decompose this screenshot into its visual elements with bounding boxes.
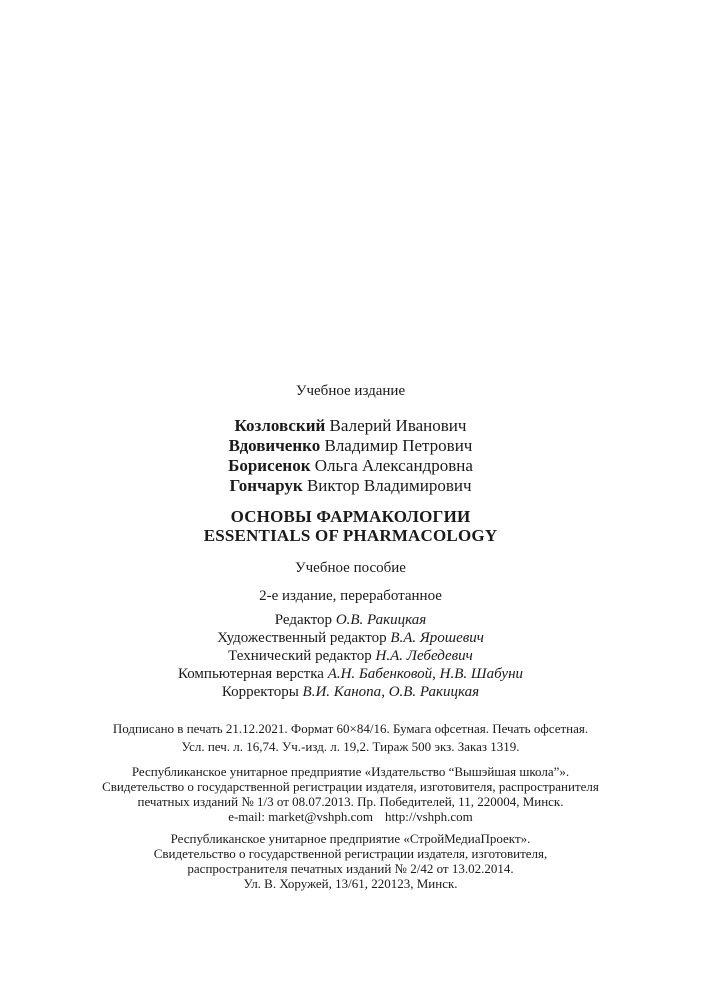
staff-role: Корректоры xyxy=(221,684,299,700)
staff-names: Н.А. Лебедевич xyxy=(375,648,473,664)
book-title-english: ESSENTIALS OF PHARMACOLOGY xyxy=(203,526,498,545)
publisher-contacts xyxy=(0,810,701,823)
publisher-line: Свидетельство о государственной регистрации издателя, изготовителя, распространителя xyxy=(102,779,599,794)
print-info-line: Усл. печ. л. 16,74. Уч.-изд. л. 19,2. Тираж 500 экз. Заказ 1319. xyxy=(181,739,520,754)
staff-names: А.Н. Бабенковой, Н.В. Шабуни xyxy=(327,666,524,682)
printer-line: распространителя печатных изданий № 2/42 от 13.02.2014. xyxy=(187,861,514,876)
author-given-names: Владимир Петрович xyxy=(324,436,473,455)
staff-credit xyxy=(0,667,701,682)
author-surname: Борисенок xyxy=(228,456,311,475)
publisher-email: e-mail: market@vshph.com xyxy=(228,809,374,824)
staff-names: О.В. Ракицкая xyxy=(388,684,480,700)
author-surname: Козловский xyxy=(234,416,326,435)
staff-names: В.А. Ярошевич xyxy=(390,630,484,646)
staff-separator: , xyxy=(381,684,389,700)
printer-line: Ул. В. Хоружей, 13/61, 220123, Минск. xyxy=(243,876,458,891)
staff-role: Художественный редактор xyxy=(217,630,387,646)
staff-role: Технический редактор xyxy=(228,648,372,664)
author-line xyxy=(0,477,701,494)
book-title-russian: ОСНОВЫ ФАРМАКОЛОГИИ xyxy=(230,507,471,526)
author-line xyxy=(0,417,701,434)
author-surname: Гончарук xyxy=(229,476,303,495)
staff-credit xyxy=(0,631,701,646)
printer-line: Свидетельство о государственной регистрации издателя, изготовителя, xyxy=(153,846,548,861)
staff-names: В.И. Канопа xyxy=(302,684,382,700)
edition-kind: Учебное издание xyxy=(295,383,406,399)
print-info-line: Подписано в печать 21.12.2021. Формат 60×84/16. Бумага офсетная. Печать офсетная. xyxy=(112,721,589,736)
staff-names: О.В. Ракицкая xyxy=(335,612,427,628)
author-line xyxy=(0,437,701,454)
staff-credit xyxy=(0,613,701,628)
staff-role: Редактор xyxy=(274,612,333,628)
author-surname: Вдовиченко xyxy=(228,436,321,455)
printer-line: Республиканское унитарное предприятие «СтройМедиаПроект». xyxy=(170,831,531,846)
author-given-names: Виктор Владимирович xyxy=(306,476,472,495)
publication-type: Учебное пособие xyxy=(295,560,406,576)
author-given-names: Валерий Иванович xyxy=(329,416,467,435)
staff-credit xyxy=(0,649,701,664)
publisher-line: печатных изданий № 1/3 от 08.07.2013. Пр. Победителей, 11, 220004, Минск. xyxy=(137,794,564,809)
staff-role: Компьютерная верстка xyxy=(177,666,324,682)
publisher-website: http://vshph.com xyxy=(385,809,473,824)
author-given-names: Ольга Александровна xyxy=(314,456,473,475)
author-line xyxy=(0,457,701,474)
staff-credit xyxy=(0,685,701,700)
publisher-line: Республиканское унитарное предприятие «Издательство “Вышэйшая школа”». xyxy=(131,764,570,779)
edition-statement: 2-е издание, переработанное xyxy=(259,588,442,604)
